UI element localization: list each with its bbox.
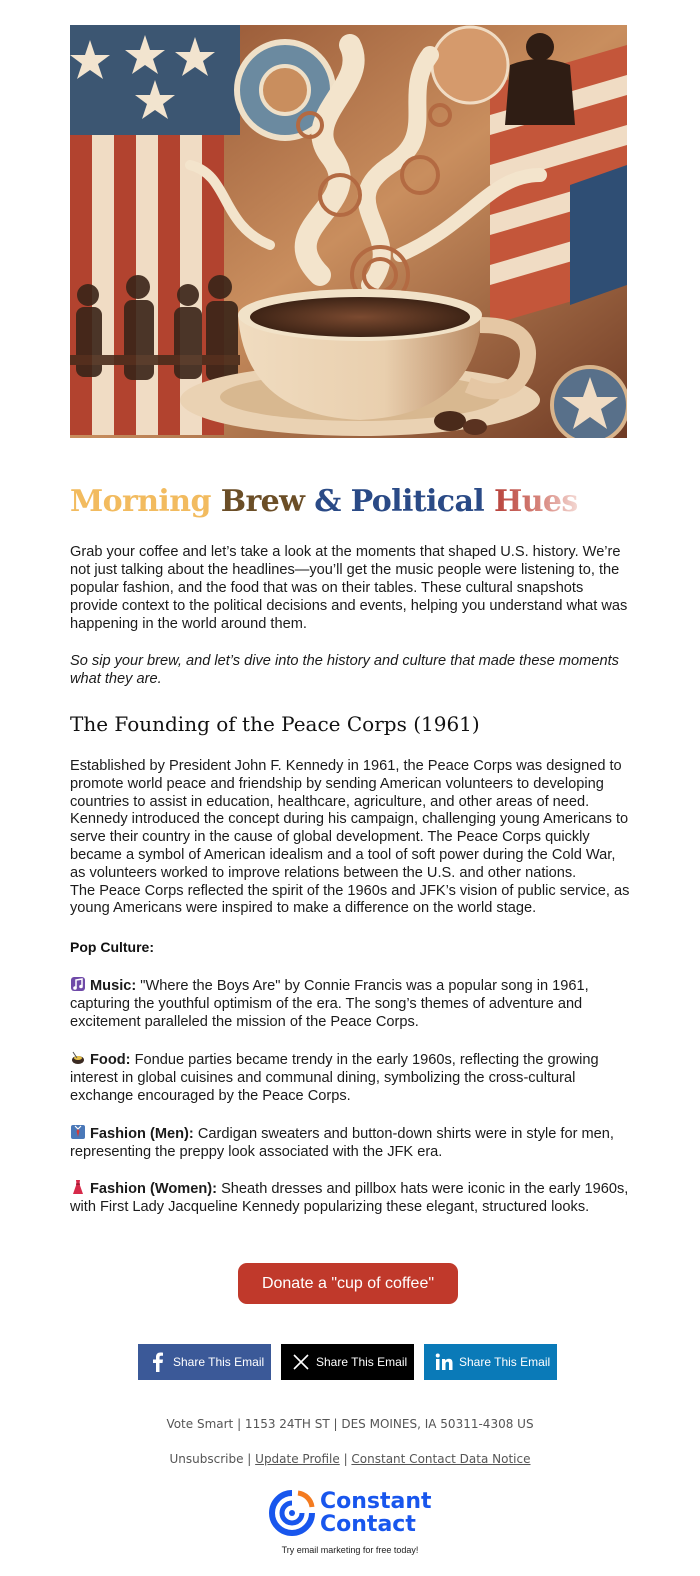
constant-contact-tagline[interactable]: Try email marketing for free today! — [281, 1545, 419, 1555]
pop-culture-label: Fashion (Men): — [90, 1126, 194, 1142]
pop-culture-text: Sheath dresses and pillbox hats were iconic in the early 1960s, with First Lady Jacqueline Kennedy popularizing these elegant, structured looks. — [70, 1181, 629, 1215]
newsletter-title — [70, 484, 630, 519]
section-body-paragraph: Established by President John F. Kennedy in 1961, the Peace Corps was designed to promote world peace and friendship by sending American volunteers to developing countries to assist in education, healthcare, agriculture, and other areas of need. Kennedy introduced the concept during his campaign, challenging young Americans to serve their country in the cause of global development. The Peace Corps quickly became a symbol of American idealism and a tool of soft power during the Cold War, as volunteers worked to improve relations between the U.S. and other nations. — [70, 758, 629, 881]
title-word-hues: Hues — [493, 484, 578, 519]
pop-culture-heading: Pop Culture: — [70, 939, 154, 955]
fondue-icon — [70, 1050, 86, 1066]
data-notice-link[interactable]: Constant Contact Data Notice — [351, 1452, 531, 1466]
intro-paragraph: Grab your coffee and let’s take a look at the moments that shaped U.S. history. We’re not just talking about the headlines—you’ll get the music people were listening to, the popular fashion, and the food that was on their tables. These cultural snapshots provide context to the political decisions and events, helping you understand what was happening in the world around them. — [70, 544, 628, 632]
shirt-tie-icon — [70, 1124, 86, 1140]
title-word-brew: Brew — [220, 484, 305, 519]
logo-word-contact: Contact — [320, 1512, 416, 1537]
logo-word-constant: Constant — [320, 1489, 432, 1514]
share-x-label: Share This Email — [316, 1355, 408, 1369]
pop-culture-item-fashion-women — [70, 1179, 630, 1216]
share-facebook-button[interactable] — [138, 1344, 271, 1380]
intro-italic-paragraph: So sip your brew, and let’s dive into the history and culture that made these moments what they are. — [70, 653, 619, 687]
unsubscribe-link[interactable]: Unsubscribe — [169, 1452, 244, 1466]
pop-culture-text: "Where the Boys Are" by Connie Francis was a popular song in 1961, capturing the youthful optimism of the era. The song’s themes of adventure and excitement paralleled the mission of the Peace Corps. — [70, 978, 589, 1030]
title-word-ampersand: & — [314, 484, 341, 519]
pop-culture-label: Fashion (Women): — [90, 1181, 218, 1197]
pop-culture-item-food — [70, 1050, 630, 1105]
facebook-icon — [148, 1352, 168, 1372]
title-word-political: Political — [350, 484, 485, 519]
pop-culture-text: Fondue parties became trendy in the early 1960s, reflecting the growing interest in global cuisines and communal dining, symbolizing the cross-cultural exchange encouraged by the Peace Corps. — [70, 1052, 599, 1104]
constant-contact-logo-icon — [268, 1489, 316, 1537]
pop-culture-label: Music: — [90, 978, 137, 994]
x-icon — [291, 1352, 311, 1372]
dress-icon — [70, 1179, 86, 1195]
hero-image — [70, 25, 627, 438]
footer-links — [0, 1452, 700, 1466]
footer-separator: | — [339, 1452, 352, 1466]
section-body-paragraph-2: The Peace Corps reflected the spirit of the 1960s and JFK’s vision of public service, as young Americans were inspired to make a difference on the world stage. — [70, 882, 630, 917]
section-body — [70, 758, 630, 918]
share-x-button[interactable] — [281, 1344, 414, 1380]
pop-culture-item-fashion-men — [70, 1124, 630, 1161]
linkedin-icon — [434, 1352, 454, 1372]
pop-culture-item-music — [70, 976, 630, 1031]
pop-culture-text: Cardigan sweaters and button-down shirts were in style for men, representing the preppy look associated with the JFK era. — [70, 1126, 614, 1160]
share-facebook-label: Share This Email — [173, 1355, 265, 1369]
footer-separator: | — [243, 1452, 256, 1466]
constant-contact-logo[interactable] — [268, 1489, 438, 1539]
pop-culture-label: Food: — [90, 1052, 131, 1068]
footer-address: Vote Smart | 1153 24TH ST | DES MOINES, IA 50311-4308 US — [166, 1417, 534, 1431]
share-linkedin-button[interactable] — [424, 1344, 557, 1380]
music-notes-icon — [70, 976, 86, 992]
title-word-morning: Morning — [70, 484, 211, 519]
share-linkedin-label: Share This Email — [459, 1355, 551, 1369]
donate-button[interactable]: Donate a "cup of coffee" — [238, 1263, 458, 1304]
section-title: The Founding of the Peace Corps (1961) — [70, 712, 480, 736]
update-profile-link[interactable]: Update Profile — [255, 1452, 340, 1466]
